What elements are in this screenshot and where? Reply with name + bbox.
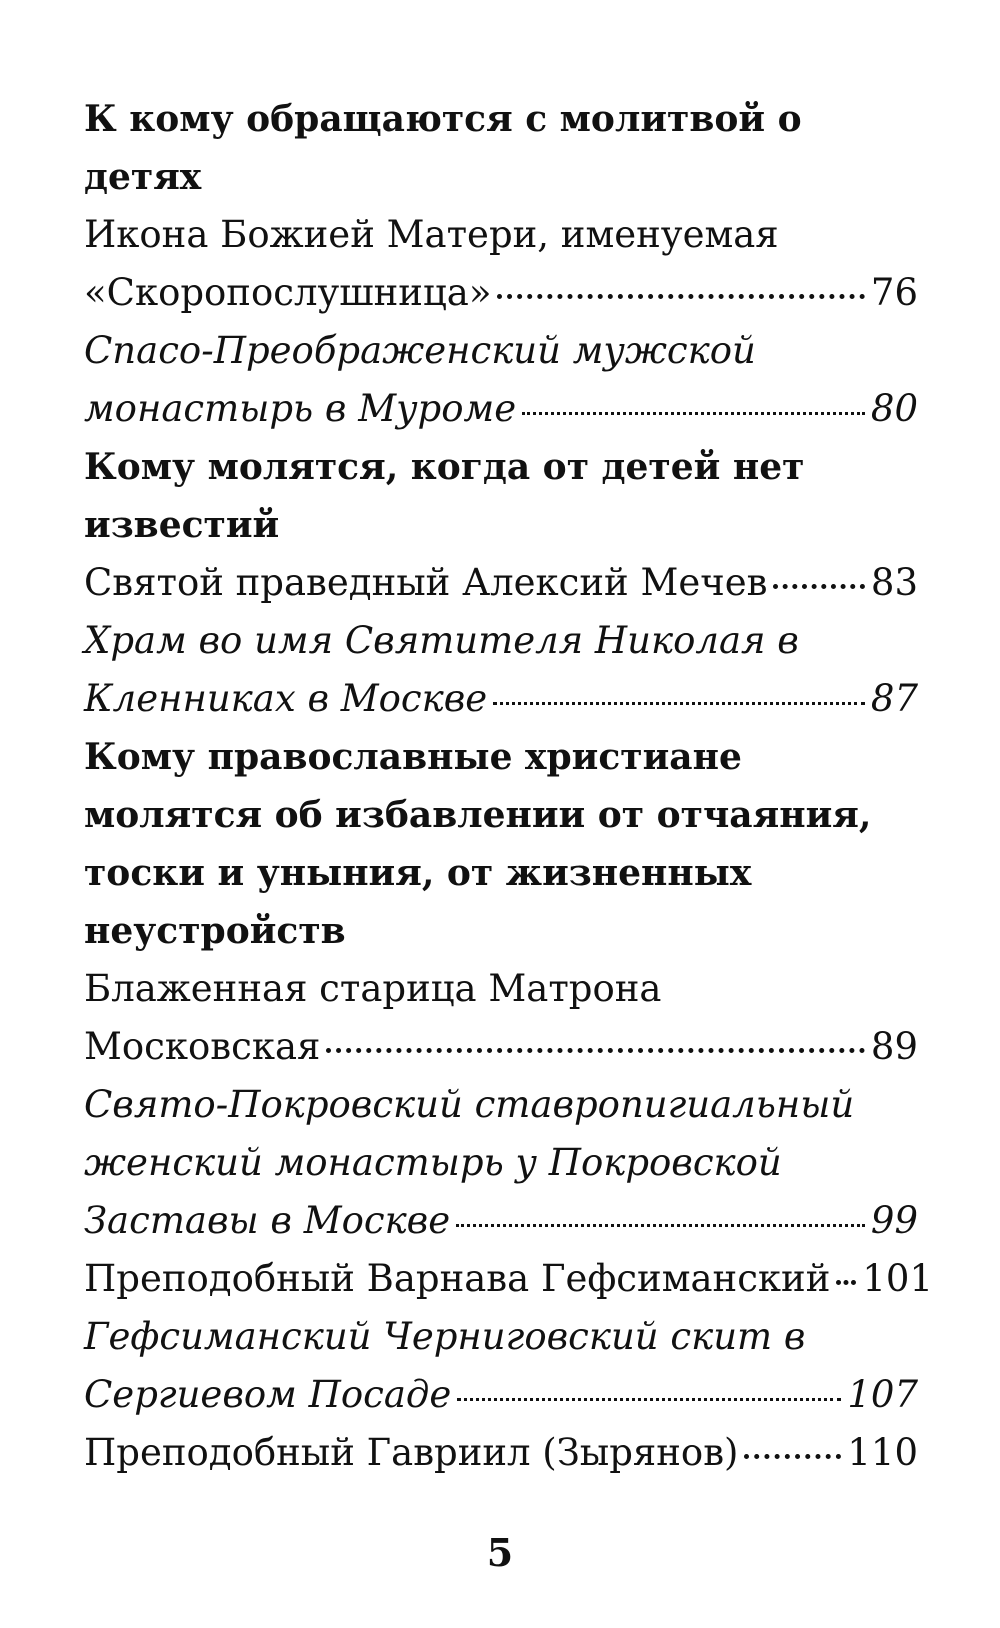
toc-page-number: 76 <box>870 271 918 314</box>
toc-entry-line <box>84 1250 933 1308</box>
toc-entry-text: монастырь в Муроме <box>84 387 517 430</box>
dot-leader <box>773 584 864 589</box>
toc-heading-line <box>84 844 918 902</box>
toc-entry-text: Гефсиманский Черниговский скит в <box>84 1315 806 1358</box>
toc-heading-line <box>84 496 918 554</box>
toc-heading-line <box>84 148 918 206</box>
toc-page-number: 99 <box>870 1199 918 1242</box>
toc-entry-text: известий <box>84 504 280 546</box>
toc-entry-text: Икона Божией Матери, именуемая <box>84 213 779 256</box>
toc-entry-text: Храм во имя Святителя Николая в <box>84 619 799 662</box>
toc-page-number: 107 <box>847 1373 918 1416</box>
toc-entry-text: Кленниках в Москве <box>84 677 488 720</box>
toc-entry-text: Спасо-Преображенский мужской <box>84 329 756 372</box>
dot-leader <box>497 294 864 299</box>
toc-entry-line <box>84 264 918 322</box>
toc-heading-line <box>84 786 918 844</box>
toc-heading-line <box>84 90 918 148</box>
toc-entry-text: «Скоропослушница» <box>84 271 492 314</box>
dot-leader <box>457 1398 841 1401</box>
toc-entry-line <box>84 380 918 438</box>
toc-entry-text: Свято-Покровский ставропигиальный <box>84 1083 855 1126</box>
toc-entry-line <box>84 1424 918 1482</box>
toc-entry-text: молятся об избавлении от отчаяния, <box>84 794 872 836</box>
toc-page-number: 83 <box>870 561 918 604</box>
dot-leader <box>744 1454 841 1459</box>
toc-heading-line <box>84 438 918 496</box>
toc-entry-text: женский монастырь у Покровской <box>84 1141 782 1184</box>
dot-leader <box>836 1280 856 1285</box>
toc-entry-line <box>84 206 918 264</box>
toc-entry-line <box>84 1018 918 1076</box>
toc-entry-line <box>84 1134 918 1192</box>
toc-entry-line <box>84 612 918 670</box>
toc-entry-text: тоски и уныния, от жизненных <box>84 852 752 894</box>
dot-leader <box>456 1224 865 1227</box>
toc-entry-text: Кому молятся, когда от детей нет <box>84 446 805 488</box>
toc-entry-line <box>84 554 918 612</box>
toc-entry-text: Сергиевом Посаде <box>84 1373 452 1416</box>
toc-entry-text: Преподобный Варнава Гефсиманский <box>84 1257 831 1300</box>
dot-leader <box>522 412 865 415</box>
toc-entry-line <box>84 1076 918 1134</box>
toc-entry-line <box>84 322 918 380</box>
toc-page-number: 110 <box>847 1431 918 1474</box>
toc-entry-text: Кому православные христиане <box>84 736 742 778</box>
toc-heading-line <box>84 728 918 786</box>
toc-entry-text: К кому обращаются с молитвой о <box>84 98 802 140</box>
toc-entry-text: неустройств <box>84 910 346 952</box>
toc-entry-text: Святой праведный Алексий Мечев <box>84 561 768 604</box>
dot-leader <box>493 702 865 705</box>
toc-entry-text: Заставы в Москве <box>84 1199 451 1242</box>
toc-entry-line <box>84 1308 918 1366</box>
toc-page-number: 87 <box>870 677 918 720</box>
toc-entry-text: Московская <box>84 1025 321 1068</box>
page-number: 5 <box>486 1530 514 1575</box>
toc-entry-line <box>84 670 918 728</box>
toc-entry-line <box>84 960 918 1018</box>
toc-heading-line <box>84 902 918 960</box>
toc-entry-line <box>84 1192 918 1250</box>
toc-entry-text: Преподобный Гавриил (Зырянов) <box>84 1431 739 1474</box>
table-of-contents <box>84 90 933 1482</box>
toc-page-number: 80 <box>870 387 918 430</box>
dot-leader <box>326 1048 865 1053</box>
toc-page-number: 101 <box>862 1257 933 1300</box>
toc-entry-text: детях <box>84 156 202 198</box>
toc-entry-text: Блаженная старица Матрона <box>84 967 662 1010</box>
toc-entry-line <box>84 1366 918 1424</box>
toc-page-number: 89 <box>870 1025 918 1068</box>
